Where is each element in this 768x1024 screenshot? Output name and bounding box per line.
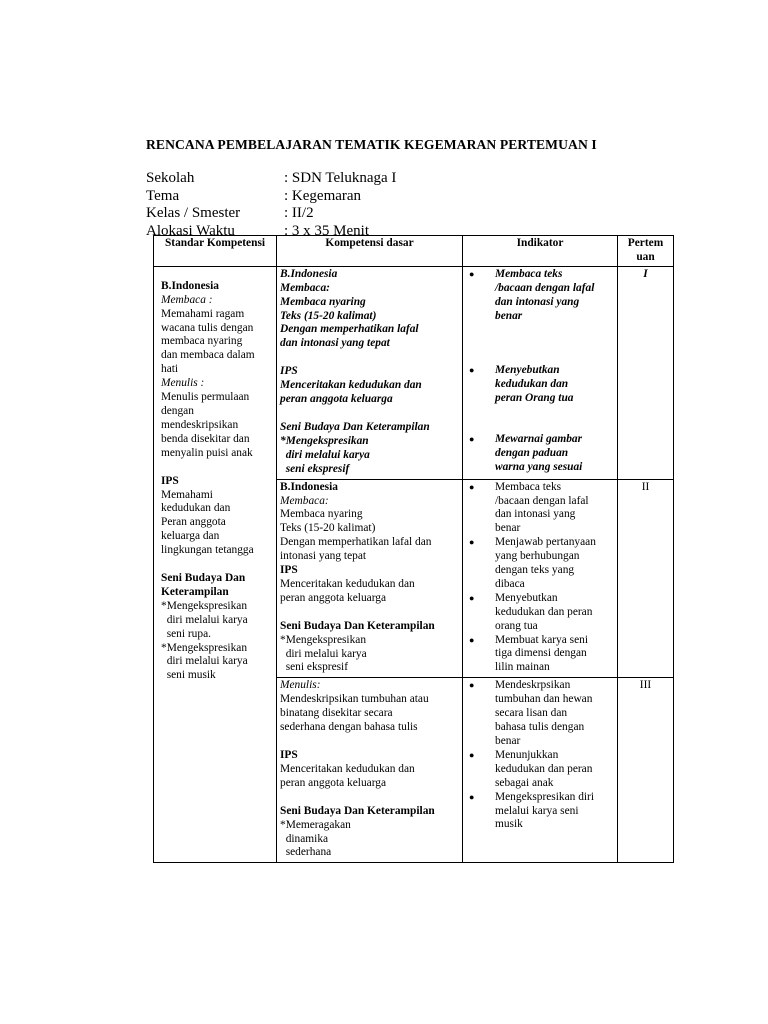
indicator-item bbox=[469, 536, 615, 592]
text-line: hati bbox=[161, 363, 179, 376]
sk-ips-title: IPS bbox=[161, 474, 179, 487]
kd-membaca-text bbox=[280, 508, 460, 564]
text-line: lilin mainan bbox=[495, 661, 550, 674]
text-line: peran anggota keluarga bbox=[280, 776, 387, 789]
bullet-icon: ● bbox=[469, 791, 475, 802]
kd-ips-text bbox=[280, 379, 460, 407]
kd-ips-title: IPS bbox=[280, 564, 298, 577]
document-title: RENCANA PEMBELAJARAN TEMATIK KEGEMARAN PERTEMUAN I bbox=[146, 137, 597, 152]
text-line: dan intonasi yang tepat bbox=[280, 337, 390, 350]
text-line: intonasi yang tepat bbox=[280, 550, 367, 563]
text-line: Dengan memperhatikan lafal bbox=[280, 323, 419, 336]
info-value: : 3 x 35 Menit bbox=[284, 222, 369, 239]
indicator-text bbox=[495, 481, 615, 537]
indicator-text bbox=[495, 749, 615, 791]
table-row bbox=[154, 266, 674, 479]
pertemuan-cell: I bbox=[618, 266, 674, 479]
text-line: benar bbox=[495, 735, 521, 747]
text-line: Memahami ragam bbox=[161, 307, 245, 320]
text-line: dinamika bbox=[280, 832, 329, 845]
kompetensi-dasar-cell bbox=[277, 266, 463, 479]
indicator-item bbox=[469, 268, 615, 324]
text-line: Membaca teks bbox=[495, 267, 563, 280]
text-line: Teks (15-20 kalimat) bbox=[280, 522, 376, 535]
text-line: wacana tulis dengan bbox=[161, 321, 254, 334]
text-line: Membaca nyaring bbox=[280, 295, 366, 308]
info-row-kelas bbox=[146, 205, 396, 223]
text-line: diri melalui karya bbox=[280, 647, 367, 660]
text-line: tumbuhan dan hewan bbox=[495, 693, 593, 706]
text-line: orang tua bbox=[495, 619, 538, 632]
kd-membaca-label: Membaca: bbox=[280, 281, 330, 294]
kd-sbk-title: Seni Budaya Dan Keterampilan bbox=[280, 804, 435, 817]
indikator-cell bbox=[463, 479, 618, 678]
header-kompetensi-dasar: Kompetensi dasar bbox=[277, 236, 463, 267]
text-line: sederhana dengan bahasa tulis bbox=[280, 721, 418, 734]
text-line: Mewarnai gambar bbox=[495, 433, 583, 446]
kd-menulis-text bbox=[280, 693, 460, 735]
text-line: *Mengekspresikan bbox=[280, 633, 367, 646]
text-line: binatang disekitar secara bbox=[280, 707, 393, 720]
header-pertemuan: Pertem uan bbox=[618, 236, 674, 267]
kd-ips-text bbox=[280, 578, 460, 606]
standar-kompetensi-cell bbox=[154, 266, 277, 863]
text-line: Menceritakan kedudukan dan bbox=[280, 379, 422, 392]
sk-menulis-label: Menulis : bbox=[161, 377, 205, 390]
text-line: seni musik bbox=[161, 669, 216, 682]
kd-membaca-label: Membaca: bbox=[280, 494, 329, 507]
indicator-item bbox=[469, 634, 615, 676]
bullet-icon: ● bbox=[469, 481, 475, 492]
text-line: dan intonasi yang bbox=[495, 508, 576, 521]
info-label: Tema bbox=[146, 187, 180, 204]
text-line: melalui karya seni bbox=[495, 804, 579, 817]
pertemuan-cell: III bbox=[618, 678, 674, 863]
kompetensi-dasar-cell bbox=[277, 678, 463, 863]
text-line: benar bbox=[495, 522, 521, 535]
text-line: kedudukan dan bbox=[161, 502, 231, 515]
text-line: *Mengekspresikan bbox=[280, 434, 369, 447]
indicator-text bbox=[495, 592, 615, 634]
text-line: Menulis permulaan bbox=[161, 391, 250, 404]
indicator-item bbox=[469, 791, 615, 833]
text-line: Menjawab pertanyaan bbox=[495, 536, 596, 549]
indicator-text bbox=[495, 433, 615, 475]
info-label: Alokasi Waktu bbox=[146, 222, 235, 239]
sk-membaca-label: Membaca : bbox=[161, 293, 213, 306]
text-line: yang berhubungan bbox=[495, 550, 580, 563]
bullet-icon: ● bbox=[469, 268, 475, 279]
text-line: warna yang sesuai bbox=[495, 460, 583, 473]
bullet-icon: ● bbox=[469, 634, 475, 645]
header-indikator: Indikator bbox=[463, 236, 618, 267]
header-standar-kompetensi: Standar Kompetensi bbox=[154, 236, 277, 267]
kd-sbk-text bbox=[280, 634, 460, 676]
pertemuan-cell: II bbox=[618, 479, 674, 678]
text-line: Menyebutkan bbox=[495, 364, 560, 377]
text-line: tiga dimensi dengan bbox=[495, 647, 587, 660]
text-line: mendeskripsikan bbox=[161, 418, 239, 431]
text-line: Dengan memperhatikan lafal dan bbox=[280, 536, 432, 549]
indicator-item bbox=[469, 749, 615, 791]
bullet-icon: ● bbox=[469, 537, 475, 548]
kd-sbk-text bbox=[280, 435, 460, 477]
bullet-icon: ● bbox=[469, 434, 475, 445]
text-line: Teks (15-20 kalimat) bbox=[280, 309, 377, 322]
text-line: Menceritakan kedudukan dan bbox=[280, 762, 415, 775]
kd-ips-text bbox=[280, 763, 460, 791]
text-line: peran Orang tua bbox=[495, 392, 574, 405]
indicator-item bbox=[469, 592, 615, 634]
text-line: Menyebutkan bbox=[495, 591, 558, 604]
indicator-text bbox=[495, 791, 615, 833]
text-line: dengan bbox=[161, 404, 194, 417]
sk-sbk-title bbox=[161, 572, 272, 600]
sk-bindo-title: B.Indonesia bbox=[161, 279, 219, 292]
indicator-text bbox=[495, 634, 615, 676]
indicator-item bbox=[469, 433, 615, 475]
text-line: peran anggota keluarga bbox=[280, 393, 393, 406]
text-line: bahasa tulis dengan bbox=[495, 721, 585, 734]
text-line: dan membaca dalam bbox=[161, 349, 255, 362]
table-header-row bbox=[154, 236, 674, 267]
text-line: sederhana bbox=[280, 846, 332, 859]
text-line: musik bbox=[495, 818, 523, 831]
text-line: Seni Budaya Dan bbox=[161, 572, 246, 585]
text-line: *Mengekspresikan bbox=[161, 641, 248, 654]
text-line: Memahami bbox=[161, 488, 213, 501]
text-line: Mendeskrpsikan bbox=[495, 679, 571, 692]
text-line: Mengekspresikan diri bbox=[495, 790, 595, 803]
indicator-item bbox=[469, 481, 615, 537]
text-line: membaca nyaring bbox=[161, 335, 243, 348]
text-line: *Memeragakan bbox=[280, 818, 351, 831]
text-line: Mendeskripsikan tumbuhan atau bbox=[280, 693, 429, 706]
sk-menulis-text bbox=[161, 391, 272, 461]
kd-sbk-title: Seni Budaya Dan Keterampilan bbox=[280, 619, 435, 632]
text-line: /bacaan dengan lafal bbox=[495, 494, 589, 507]
bullet-icon: ● bbox=[469, 680, 475, 691]
info-value: : Kegemaran bbox=[284, 187, 362, 204]
text-line: Membaca teks bbox=[495, 480, 562, 493]
indicator-text bbox=[495, 536, 615, 592]
text-line: peran anggota keluarga bbox=[280, 591, 387, 604]
kd-ips-title: IPS bbox=[280, 365, 298, 378]
text-line: seni ekspresif bbox=[280, 661, 349, 674]
text-line: Menunjukkan bbox=[495, 748, 559, 761]
text-line: menyalin puisi anak bbox=[161, 446, 253, 459]
text-line: benar bbox=[495, 309, 523, 322]
text-line: seni rupa. bbox=[161, 627, 211, 640]
info-row-sekolah bbox=[146, 170, 396, 188]
info-value: : SDN Teluknaga I bbox=[284, 170, 397, 186]
indicator-text bbox=[495, 268, 615, 324]
text-line: Keterampilan bbox=[161, 585, 229, 598]
text-line: Membaca nyaring bbox=[280, 508, 363, 521]
kd-sbk-title: Seni Budaya Dan Keterampilan bbox=[280, 420, 430, 433]
kd-membaca-text bbox=[280, 296, 460, 352]
text-line: Membuat karya seni bbox=[495, 633, 588, 646]
indicator-text bbox=[495, 679, 615, 749]
text-line: diri melalui karya bbox=[161, 613, 248, 626]
text-line: *Mengekspresikan bbox=[161, 599, 248, 612]
text-line: dengan teks yang bbox=[495, 564, 575, 577]
indicator-item bbox=[469, 679, 615, 749]
info-row-tema bbox=[146, 188, 396, 206]
text-line: kedudukan dan peran bbox=[495, 605, 593, 618]
indikator-cell bbox=[463, 678, 618, 863]
indikator-cell bbox=[463, 266, 618, 479]
lesson-plan-table bbox=[153, 235, 674, 863]
sk-ips-text bbox=[161, 489, 272, 559]
text-line: secara lisan dan bbox=[495, 707, 568, 720]
kd-bindo-title: B.Indonesia bbox=[280, 480, 338, 493]
kompetensi-dasar-cell bbox=[277, 479, 463, 678]
bullet-icon: ● bbox=[469, 749, 475, 760]
header-info bbox=[146, 170, 396, 240]
text-line: seni ekspresif bbox=[280, 462, 350, 475]
text-line: kedudukan dan peran bbox=[495, 762, 593, 775]
text-line: dengan paduan bbox=[495, 447, 569, 460]
sk-sbk-text bbox=[161, 600, 272, 683]
kd-bindo-title: B.Indonesia bbox=[280, 267, 338, 280]
bullet-icon: ● bbox=[469, 365, 475, 376]
indicator-text bbox=[495, 364, 615, 406]
text-line: Menceritakan kedudukan dan bbox=[280, 577, 415, 590]
text-line: diri melalui karya bbox=[161, 655, 248, 668]
text-line: benda disekitar dan bbox=[161, 432, 250, 445]
bullet-icon: ● bbox=[469, 592, 475, 603]
info-value: : II/2 bbox=[284, 205, 314, 221]
info-label: Kelas / Smester bbox=[146, 205, 241, 221]
text-line: keluarga dan bbox=[161, 530, 220, 543]
sk-membaca-text bbox=[161, 308, 272, 378]
text-line: kedudukan dan bbox=[495, 378, 569, 391]
text-line: /bacaan dengan lafal bbox=[495, 281, 595, 294]
text-line: lingkungan tetangga bbox=[161, 544, 254, 557]
indicator-item bbox=[469, 364, 615, 406]
text-line: Peran anggota bbox=[161, 516, 226, 529]
kd-menulis-label: Menulis: bbox=[280, 679, 321, 692]
text-line: dan intonasi yang bbox=[495, 295, 580, 308]
info-label: Sekolah bbox=[146, 170, 195, 186]
kd-sbk-text bbox=[280, 819, 460, 861]
text-line: sebagai anak bbox=[495, 776, 554, 789]
kd-ips-title: IPS bbox=[280, 749, 298, 761]
text-line: diri melalui karya bbox=[280, 448, 370, 461]
text-line: dibaca bbox=[495, 577, 525, 590]
